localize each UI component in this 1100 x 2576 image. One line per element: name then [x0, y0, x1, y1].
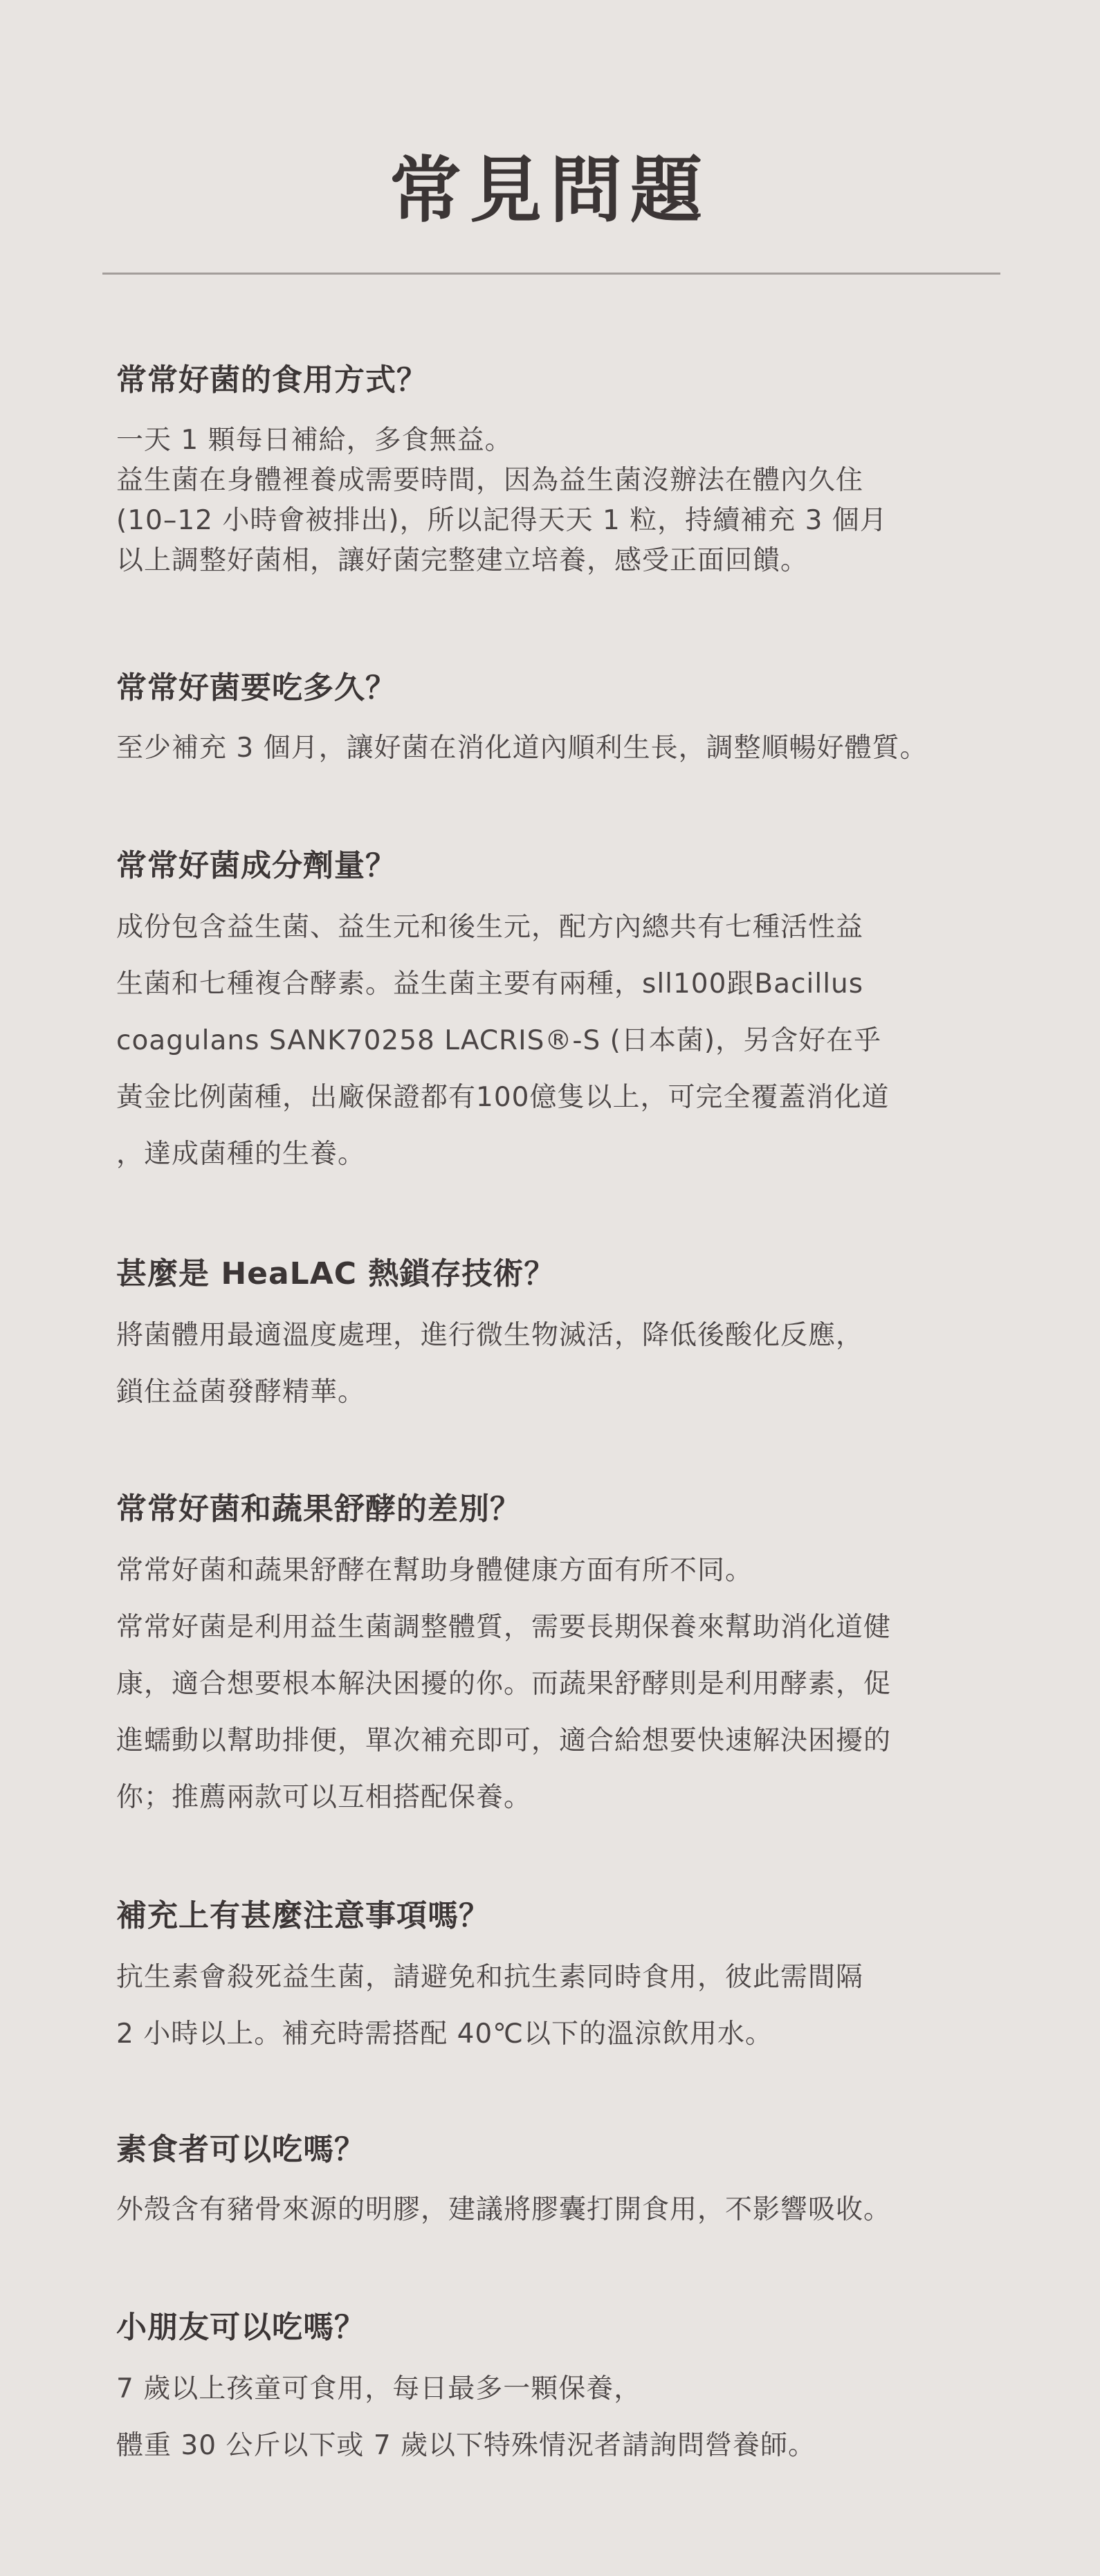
faq-question: 常常好菌的食用方式？ — [116, 362, 428, 398]
faq-answer-line: 常常好菌和蔬果舒酵在幫助身體健康方面有所不同。 — [116, 1555, 753, 1586]
faq-item-duration — [116, 668, 995, 769]
faq-question: 素食者可以吃嗎？ — [116, 2132, 365, 2167]
faq-answer-line: 至少補充 3 個月，讓好菌在消化道內順利生長，調整順暢好體質。 — [116, 733, 928, 764]
faq-answer-line: 2 小時以上。補充時需搭配 40℃以下的溫涼飲用水。 — [116, 2018, 773, 2050]
faq-answer — [116, 2361, 995, 2474]
faq-answer-line: 鎖住益菌發酵精華。 — [116, 1377, 366, 1408]
faq-question: 常常好菌要吃多久？ — [116, 670, 396, 706]
faq-answer-line: 你；推薦兩款可以互相搭配保養。 — [116, 1782, 532, 1813]
faq-answer-line: 康，適合想要根本解決困擾的你。而蔬果舒酵則是利用酵素，促 — [116, 1668, 892, 1700]
title-divider — [102, 273, 1000, 275]
faq-answer-line: 常常好菌是利用益生菌調整體質，需要長期保養來幫助消化道健 — [116, 1612, 892, 1643]
faq-answer-line: (10–12 小時會被排出)，所以記得天天 1 粒，持續補充 3 個月 — [116, 505, 888, 536]
faq-answer-line: 成份包含益生菌、益生元和後生元，配方內總共有七種活性益 — [116, 912, 864, 943]
faq-item-dosage — [116, 360, 995, 581]
faq-question: 常常好菌成分劑量？ — [116, 848, 396, 883]
faq-item-precautions — [116, 1895, 995, 2063]
faq-item-difference — [116, 1489, 995, 1826]
faq-answer-line: 黃金比例菌種，出廠保證都有100億隻以上，可完全覆蓋消化道 — [116, 1082, 890, 1113]
faq-question: 常常好菌和蔬果舒酵的差別？ — [116, 1491, 521, 1527]
faq-answer — [116, 2190, 995, 2230]
faq-answer — [116, 1307, 995, 1421]
faq-answer-line: 7 歲以上孩童可食用，每日最多一顆保養， — [116, 2373, 642, 2404]
faq-answer-line: 一天 1 顆每日補給，多食無益。 — [116, 425, 513, 456]
faq-question: 甚麼是 HeaLAC 熱鎖存技術？ — [116, 1256, 556, 1291]
faq-question: 小朋友可以吃嗎？ — [116, 2310, 365, 2345]
faq-answer-line: 外殼含有豬骨來源的明膠，建議將膠囊打開食用，不影響吸收。 — [116, 2194, 892, 2225]
faq-answer-line: 生菌和七種複合酵素。益生菌主要有兩種，sll100跟Bacillus — [116, 968, 864, 1000]
faq-answer-line: 抗生素會殺死益生菌，請避免和抗生素同時食用，彼此需間隔 — [116, 1962, 864, 1993]
page-title: 常見問題 — [389, 148, 711, 232]
faq-item-ingredients — [116, 845, 995, 1183]
faq-answer-line: ，達成菌種的生養。 — [116, 1139, 366, 1170]
faq-item-children — [116, 2307, 995, 2474]
faq-answer — [116, 1543, 995, 1826]
faq-answer-line: 益生菌在身體裡養成需要時間，因為益生菌沒辦法在體內久住 — [116, 465, 864, 496]
faq-answer-line: 將菌體用最適溫度處理，進行微生物滅活，降低後酸化反應， — [116, 1320, 864, 1351]
faq-question: 補充上有甚麼注意事項嗎？ — [116, 1898, 490, 1933]
faq-answer-line: 進蠕動以幫助排便，單次補充即可，適合給想要快速解決困擾的 — [116, 1725, 892, 1756]
faq-answer — [116, 1949, 995, 2063]
faq-answer-line: 體重 30 公斤以下或 7 歲以下特殊情況者請詢問營養師。 — [116, 2430, 816, 2461]
faq-item-healac — [116, 1253, 995, 1421]
faq-item-vegetarian — [116, 2129, 995, 2230]
faq-answer-line: coagulans SANK70258 LACRIS®-S (日本菌)，另含好在乎 — [116, 1025, 882, 1056]
faq-answer — [116, 899, 995, 1183]
faq-answer — [116, 728, 995, 769]
faq-answer-line: 以上調整好菌相，讓好菌完整建立培養，感受正面回饋。 — [116, 545, 809, 576]
faq-answer — [116, 421, 995, 581]
